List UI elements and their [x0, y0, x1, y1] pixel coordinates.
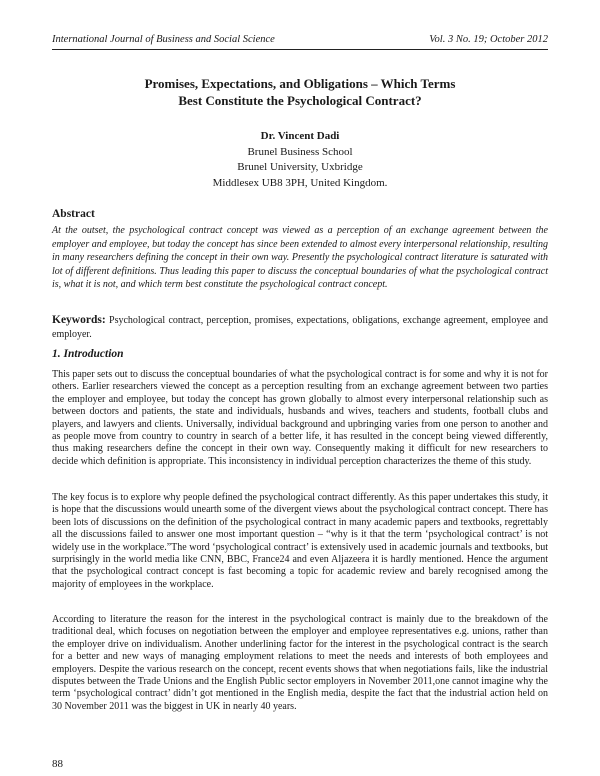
section-heading-introduction: 1. Introduction — [52, 348, 124, 360]
author-affiliation-1: Brunel Business School — [247, 145, 353, 158]
issue-info: Vol. 3 No. 19; October 2012 — [429, 34, 548, 45]
page-number: 88 — [52, 758, 63, 770]
abstract-heading: Abstract — [52, 208, 95, 220]
title-line-1: Promises, Expectations, and Obligations – Which Terms — [144, 76, 456, 91]
intro-paragraph-1: This paper sets out to discuss the conceptual boundaries of what the psychological contract is for some and why it is not for others. Earlier researchers viewed the concept as a perception resulting from an exchange agreement between two parties the employer and employee, but today the concept has grown globally to almost every interpersonal relationship such as between doctors and patients, the state and individuals, husbands and wives, teachers and students, football clubs and players, and lawyers and clients. Universally, individual background and upbringing varies from one person to another and as people move from country to country in search of a better life, it has resulted in the concept being viewed differently, thus making researchers define the concept in their own way. Consequently making it difficult for new researchers to decide which definition is appropriate. This inconsistency in individual perception characterizes the theme of this study. — [52, 369, 548, 467]
author-name: Dr. Vincent Dadi — [260, 130, 340, 142]
author-affiliation-2: Brunel University, Uxbridge — [237, 161, 363, 173]
journal-name: International Journal of Business and Social Science — [52, 34, 275, 45]
keywords-text: Psychological contract, perception, promises, expectations, obligations, exchange agreement, employee and employer. — [52, 315, 548, 340]
author-affiliation-3: Middlesex UB8 3PH, United Kingdom. — [212, 176, 388, 189]
author-block — [52, 129, 548, 191]
keywords — [52, 314, 548, 341]
paper-title — [52, 75, 548, 109]
header-rule — [52, 49, 548, 50]
intro-paragraph-3: According to literature the reason for the interest in the psychological contract is mainly due to the breakdown of the traditional deal, which focuses on negotiation between the employer and employee representatives e.g. unions, rather than the employer drive on individualism. Another underlining factor for the interest in the psychological contract is the search for a better and new ways of managing employment relations to meet the needs and interests of both employees and employers. Despite the various research on the concept, recent events shows that when negotiations fails, like the industrial disputes between the Trade Unions and the English Public sector employers in November 2011,one cannot imagine why the term ‘psychological contract’ didn’t got mentioned in the English media, despite the fact that the industrial action held on 30 November 2011 was the biggest in UK in nearly 40 years. — [52, 614, 548, 712]
abstract-text: At the outset, the psychological contract concept was viewed as a perception of an exchange agreement between the employer and employee, but today the concept has since been extended to almost every interpersonal relationship, resulting in many researchers defining the concept in their own way. Presently the psychological contract literature is saturated with lot of different definitions. Thus leading this paper to discuss the conceptual boundaries of what the psychological contract is, what it is not, and which term best constitute the psychological contract concept. — [52, 225, 548, 290]
title-line-2: Best Constitute the Psychological Contract? — [178, 93, 422, 108]
keywords-label: Keywords: — [52, 314, 106, 326]
intro-paragraph-2: The key focus is to explore why people defined the psychological contract differently. As this paper undertakes this study, it is hope that the discussions would unearth some of the divergent views about the psychological contract concept. There has been lots of discussions on the definition of the psychological contract in many academic papers and textbooks, regrettably all the discussions failed to answer one most important question – “why is it that the term ‘psychological contract’ is not widely use in the workplace.”The word ‘psychological contract’ is extensively used in academic journals and textbooks, but surprisingly in the world media like CNN, BBC, France24 and even Aljazeera it is hardly mentioned. Hence the argument that the psychological contract concept is fast becoming a topic for academic review and barely recognised among the majority of employees in the workplace. — [52, 492, 548, 590]
